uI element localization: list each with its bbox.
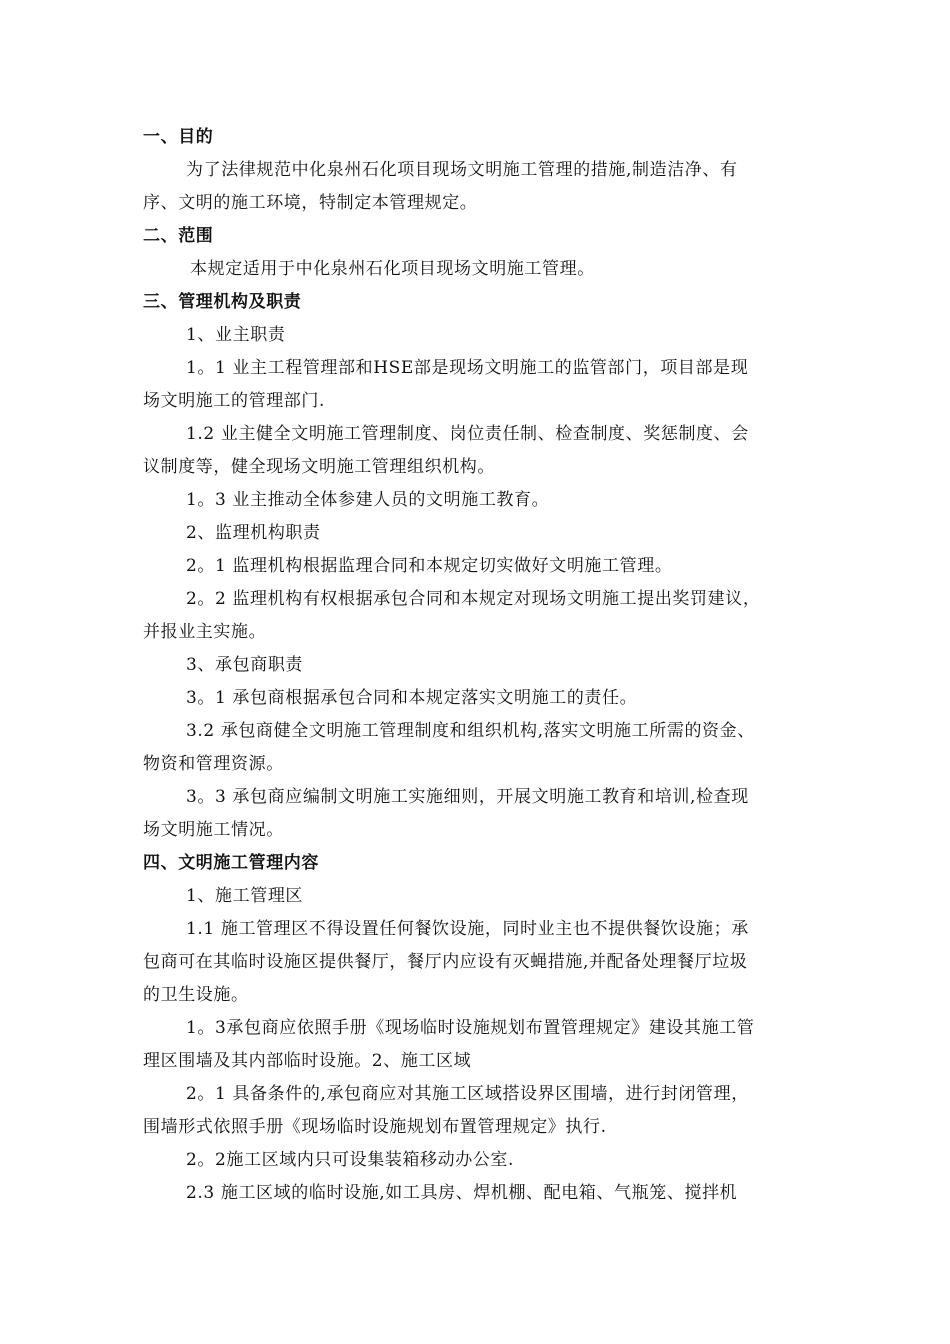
paragraph-line: 为了法律规范中化泉州石化项目现场文明施工管理的措施,制造洁净、有 bbox=[186, 160, 738, 180]
paragraph-line: 1.1 施工管理区不得设置任何餐饮设施，同时业主也不提供餐饮设施；承 bbox=[186, 919, 749, 939]
paragraph-line: 物资和管理资源。 bbox=[143, 754, 284, 774]
paragraph-line: 1。3 业主推动全体参建人员的文明施工教育。 bbox=[186, 490, 550, 510]
paragraph-line: 场文明施工情况。 bbox=[143, 820, 284, 840]
paragraph-line: 2。2 监理机构有权根据承包合同和本规定对现场文明施工提出奖罚建议， bbox=[186, 589, 761, 609]
paragraph-line: 议制度等，健全现场文明施工管理组织机构。 bbox=[143, 457, 495, 477]
paragraph-line: 3.2 承包商健全文明施工管理制度和组织机构,落实文明施工所需的资金、 bbox=[186, 721, 755, 741]
paragraph-line: 2。1 监理机构根据监理合同和本规定切实做好文明施工管理。 bbox=[186, 556, 673, 576]
paragraph-line: 围墙形式依照手册《现场临时设施规划布置管理规定》执行. bbox=[143, 1117, 607, 1137]
subsection-heading: 2、监理机构职责 bbox=[186, 523, 321, 543]
paragraph-line: 2。2施工区域内只可设集装箱移动办公室. bbox=[186, 1150, 515, 1170]
paragraph-line: 包商可在其临时设施区提供餐厅，餐厅内应设有灭蝇措施,并配备处理餐厅垃圾 bbox=[143, 952, 748, 972]
section-heading-contents: 四、文明施工管理内容 bbox=[143, 853, 319, 873]
section-heading-organization: 三、管理机构及职责 bbox=[143, 292, 302, 312]
paragraph-line: 3。3 承包商应编制文明施工实施细则，开展文明施工教育和培训,检查现 bbox=[186, 787, 749, 807]
paragraph-line: 2.3 施工区域的临时设施,如工具房、焊机棚、配电箱、气瓶笼、搅拌机 bbox=[186, 1183, 738, 1203]
paragraph-line: 理区围墙及其内部临时设施。2、施工区域 bbox=[143, 1051, 472, 1071]
paragraph-line: 的卫生设施。 bbox=[143, 985, 249, 1005]
paragraph-line: 场文明施工的管理部门. bbox=[143, 391, 326, 411]
paragraph-line: 2。1 具备条件的,承包商应对其施工区域搭设界区围墙，进行封闭管理， bbox=[186, 1084, 749, 1104]
subsection-heading: 1、施工管理区 bbox=[186, 886, 304, 906]
paragraph-line: 1。3承包商应依照手册《现场临时设施规划布置管理规定》建设其施工管 bbox=[186, 1018, 755, 1038]
paragraph-line: 3。1 承包商根据承包合同和本规定落实文明施工的责任。 bbox=[186, 688, 638, 708]
section-heading-scope: 二、范围 bbox=[143, 226, 214, 246]
paragraph-line: 本规定适用于中化泉州石化项目现场文明施工管理。 bbox=[190, 259, 595, 279]
paragraph-line: 并报业主实施。 bbox=[143, 622, 267, 642]
paragraph-line: 序、文明的施工环境，特制定本管理规定。 bbox=[143, 193, 478, 213]
subsection-heading: 3、承包商职责 bbox=[186, 655, 304, 675]
paragraph-line: 1.2 业主健全文明施工管理制度、岗位责任制、检查制度、奖惩制度、会 bbox=[186, 424, 749, 444]
paragraph-line: 1。1 业主工程管理部和HSE部是现场文明施工的监管部门，项目部是现 bbox=[186, 358, 749, 378]
subsection-heading: 1、业主职责 bbox=[186, 325, 286, 345]
section-heading-purpose: 一、目的 bbox=[143, 127, 214, 147]
